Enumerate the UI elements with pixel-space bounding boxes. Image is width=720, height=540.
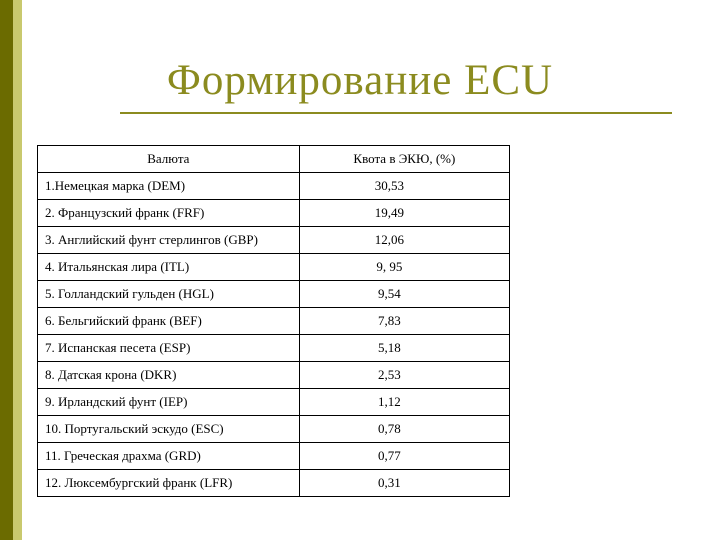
table-row <box>38 389 510 416</box>
currency-cell: 11. Греческая драхма (GRD) <box>38 443 300 470</box>
quota-cell: 1,12 <box>299 389 509 416</box>
table-header-row <box>38 146 510 173</box>
quota-cell: 7,83 <box>299 308 509 335</box>
quota-cell: 9,54 <box>299 281 509 308</box>
table-row <box>38 470 510 497</box>
quota-cell: 2,53 <box>299 362 509 389</box>
currency-cell: 5. Голландский гульден (HGL) <box>38 281 300 308</box>
table-row <box>38 173 510 200</box>
decorative-side-bar-dark <box>0 0 13 540</box>
ecu-quota-table <box>37 145 510 497</box>
quota-cell: 0,31 <box>299 470 509 497</box>
quota-cell: 5,18 <box>299 335 509 362</box>
table-body <box>38 173 510 497</box>
table-row <box>38 227 510 254</box>
table-row <box>38 200 510 227</box>
currency-cell: 1.Немецкая марка (DEM) <box>38 173 300 200</box>
currency-cell: 6. Бельгийский франк (BEF) <box>38 308 300 335</box>
currency-cell: 12. Люксембургский франк (LFR) <box>38 470 300 497</box>
table-row <box>38 254 510 281</box>
header-quota: Квота в ЭКЮ, (%) <box>299 146 509 173</box>
quota-cell: 9, 95 <box>299 254 509 281</box>
currency-cell: 7. Испанская песета (ESP) <box>38 335 300 362</box>
page-title: Формирование ECU <box>166 57 554 104</box>
quota-cell: 0,77 <box>299 443 509 470</box>
quota-cell: 0,78 <box>299 416 509 443</box>
table-row <box>38 443 510 470</box>
quota-cell: 30,53 <box>299 173 509 200</box>
currency-cell: 4. Итальянская лира (ITL) <box>38 254 300 281</box>
quota-cell: 19,49 <box>299 200 509 227</box>
table-row <box>38 308 510 335</box>
quota-cell: 12,06 <box>299 227 509 254</box>
currency-cell: 9. Ирландский фунт (IEP) <box>38 389 300 416</box>
header-currency: Валюта <box>38 146 300 173</box>
table-row <box>38 362 510 389</box>
table-row <box>38 335 510 362</box>
currency-cell: 8. Датская крона (DKR) <box>38 362 300 389</box>
decorative-side-bar-light <box>13 0 22 540</box>
title-divider <box>120 112 672 114</box>
table-row <box>38 281 510 308</box>
currency-cell: 3. Английский фунт стерлингов (GBP) <box>38 227 300 254</box>
currency-cell: 2. Французский франк (FRF) <box>38 200 300 227</box>
table-row <box>38 416 510 443</box>
currency-cell: 10. Португальский эскудо (ESC) <box>38 416 300 443</box>
